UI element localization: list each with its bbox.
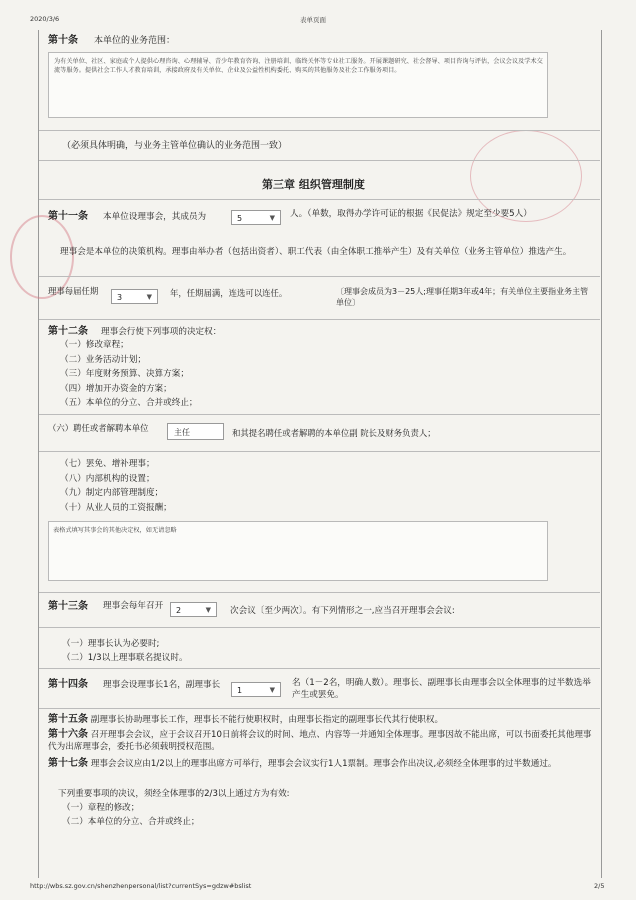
art13-items (62, 637, 188, 665)
other-powers-textarea[interactable] (48, 521, 548, 581)
art11-label: 第十一条 (48, 211, 88, 222)
vice-chair-value: 1 (237, 686, 243, 695)
art10-note: （必须具体明确，与业务主管单位确认的业务范围一致） (62, 141, 288, 151)
art10-label: 第十条 (48, 35, 78, 46)
print-date: 2020/3/6 (30, 15, 60, 23)
art16-paragraph (48, 729, 596, 753)
item6-label: （六）聘任或者解聘本单位 (48, 423, 149, 433)
list-item: （一）修改章程； (60, 340, 129, 350)
art16-text: 召开理事会会议，应于会议召开10日前将会议的时间、地点、内容等一并通知全体理事。理事因故不能出席，可以书面委托其他理事代为出席理事会，委托书必须载明授权范围。 (48, 730, 592, 752)
vice-chair-select[interactable] (231, 682, 281, 697)
term-hint: 〔理事会成员为3－25人;理事任期3年或4年；有关单位主要指业务主管单位〕 (336, 287, 589, 307)
chevron-down-icon: ▼ (146, 293, 152, 301)
meetings-value: 2 (176, 606, 182, 615)
art10-text: 本单位的业务范围： (94, 36, 176, 46)
art14-text2: 名（1－2名，明确人数）。理事长、副理事长由理事会以全体理事的过半数选举产生或罢免。 (292, 678, 591, 700)
art12-items-a (60, 338, 198, 411)
art15-label: 第十五条 (48, 714, 88, 725)
art12-intro: 理事会行使下列事项的决定权： (101, 327, 222, 337)
chevron-down-icon: ▼ (269, 214, 275, 222)
art17-label: 第十七条 (48, 758, 88, 769)
list-item: （一）章程的修改； (62, 803, 140, 813)
list-item: （一）理事长认为必要时; (62, 639, 160, 649)
chevron-down-icon: ▼ (205, 606, 211, 614)
art17-sub: 下列重要事项的决议，须经全体理事的2/3以上通过方为有效: (58, 789, 290, 799)
art13-label: 第十三条 (48, 601, 88, 612)
art14-label: 第十四条 (48, 679, 88, 690)
footer-page-number: 2/5 (594, 882, 605, 890)
term-years-select[interactable] (111, 289, 158, 304)
art16-label: 第十六条 (48, 729, 88, 740)
list-item: （二）业务活动计划； (60, 354, 146, 365)
footer-url: http://wbs.sz.gov.cn/shenzhenpersonal/list?currentSys=gdzw#bslist (30, 882, 252, 890)
item6-text: 和其提名聘任或者解聘的本单位副 院长及财务负责人； (232, 428, 436, 438)
list-item: （七）罢免、增补理事； (60, 459, 155, 469)
term-label: 理事每届任期 (48, 286, 99, 296)
art15-paragraph (48, 714, 596, 726)
chapter3-title: 第三章 组织管理制度 (262, 178, 365, 191)
art11-para: 理事会是本单位的决策机构。理事由举办者（包括出资者）、职工代表（由全体职工推举产生）及有关单位（业务主管单位）推选产生。 (60, 247, 572, 257)
art15-text: 副理事长协助理事长工作，理事长不能行使职权时，由理事长指定的副理事长代其行使职权。 (90, 715, 444, 725)
meetings-select[interactable] (170, 602, 217, 617)
art12-items-b (60, 457, 172, 515)
business-scope-value: 为有关单位、社区、家庭或个人提供心理咨询、心理辅导、青少年教育咨询、注册培训、临终关怀等专业社工服务。开展课题研究、社会督导、项目咨询与评估，会议会议及学术交流等服务。提供社会工作人才教育培训，承接政府及有关单位、企业及公益性机构委托、购买的其他服务及社会工作服务项目。 (54, 58, 543, 74)
list-item: （二）1/3以上理事联名提议时。 (62, 653, 188, 663)
art17-paragraph (48, 758, 596, 770)
board-size-select[interactable] (231, 210, 281, 225)
list-item: （八）内部机构的设置； (60, 473, 155, 484)
art11-text1: 本单位设理事会，其成员为 (103, 212, 207, 222)
list-item: （三）年度财务预算、决算方案； (60, 369, 189, 379)
chevron-down-icon: ▼ (269, 686, 275, 694)
other-powers-value: 表格式填写其事会的其他决定权，如无请忽略 (53, 527, 177, 534)
term-years-value: 3 (117, 293, 123, 302)
art17-items (62, 801, 200, 829)
art13-text2: 次会议〔至少两次〕。有下列情形之一,应当召开理事会会议: (230, 606, 455, 616)
art14-text1: 理事会设理事长1名，副理事长 (103, 680, 221, 690)
list-item: （九）制定内部管理制度； (60, 488, 164, 498)
art17-text: 理事会会议应由1/2以上的理事出席方可举行，理事会会议实行1人1票制。理事会作出决议,必须经全体理事的过半数通过。 (90, 759, 557, 769)
print-page-title: 表单页面 (300, 16, 326, 24)
art11-text2: 人。（单数，取得办学许可证的根据《民促法》规定至少要5人） (290, 209, 532, 219)
list-item: （五）本单位的分立、合并或终止； (60, 398, 198, 408)
board-size-value: 5 (237, 214, 243, 223)
list-item: （二）本单位的分立、合并或终止； (62, 817, 200, 827)
business-scope-textarea[interactable] (48, 52, 548, 118)
term-text: 年，任期届满，连选可以连任。 (170, 288, 288, 298)
art13-text1: 理事会每年召开 (103, 601, 164, 611)
list-item: （十）从业人员的工资报酬； (60, 502, 172, 513)
list-item: （四）增加开办资金的方案； (60, 383, 172, 394)
appointee-input[interactable]: 主任 (167, 423, 224, 440)
art12-label: 第十二条 (48, 326, 88, 337)
